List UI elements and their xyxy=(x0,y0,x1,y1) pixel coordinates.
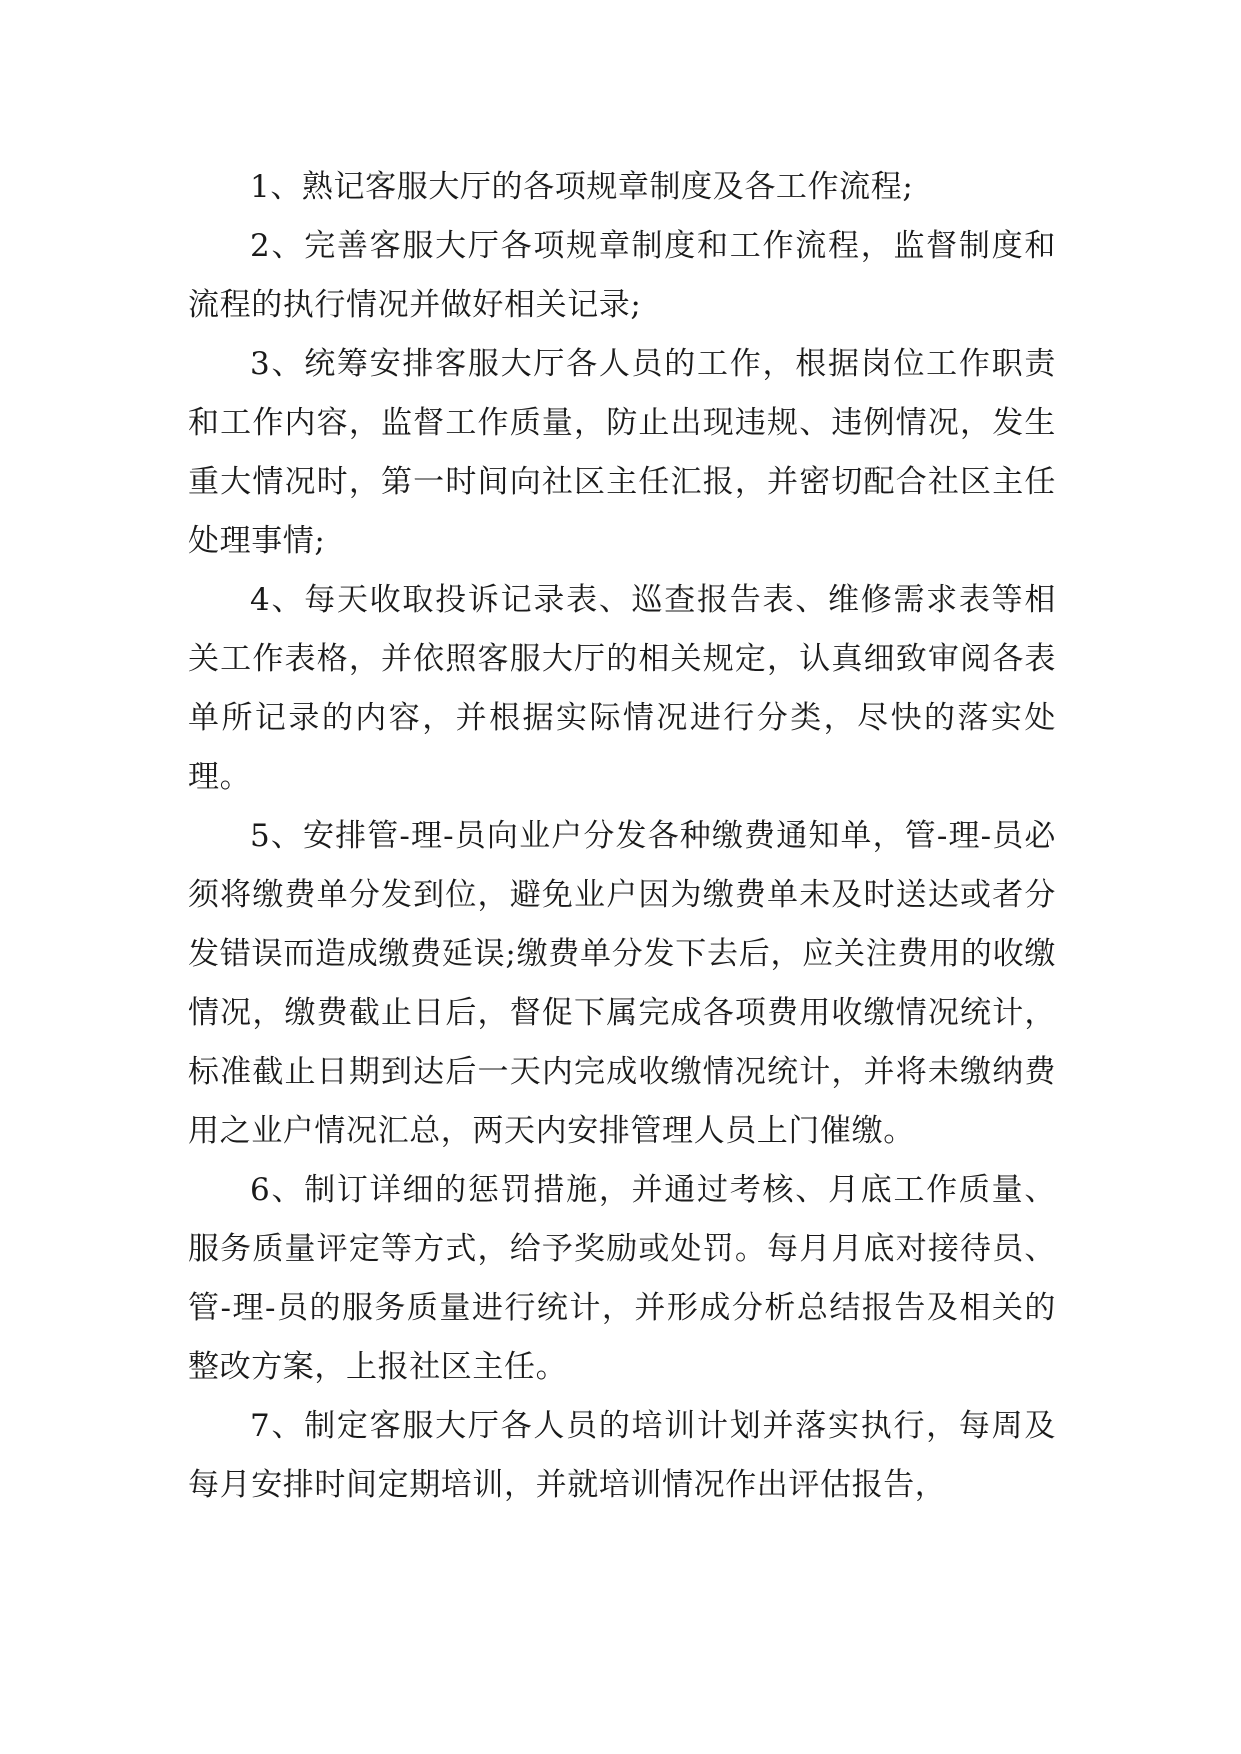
paragraph-5: 5、安排管-理-员向业户分发各种缴费通知单，管-理-员必须将缴费单分发到位，避免业户因为缴费单未及时送达或者分发错误而造成缴费延误;缴费单分发下去后，应关注费用的收缴情况，缴费截止日后，督促下属完成各项费用收缴情况统计，标准截止日期到达后一天内完成收缴情况统计，并将未缴纳费用之业户情况汇总，两天内安排管理人员上门催缴。 xyxy=(188,818,1056,1149)
paragraph-6: 6、制订详细的惩罚措施，并通过考核、月底工作质量、服务质量评定等方式，给予奖励或处罚。每月月底对接待员、管-理-员的服务质量进行统计，并形成分析总结报告及相关的整改方案，上报社区主任。 xyxy=(188,1172,1056,1385)
paragraph-4: 4、每天收取投诉记录表、巡查报告表、维修需求表等相关工作表格，并依照客服大厅的相关规定，认真细致审阅各表单所记录的内容，并根据实际情况进行分类，尽快的落实处理。 xyxy=(188,582,1056,795)
paragraph-2: 2、完善客服大厅各项规章制度和工作流程，监督制度和流程的执行情况并做好相关记录; xyxy=(188,228,1056,323)
paragraph-3: 3、统筹安排客服大厅各人员的工作，根据岗位工作职责和工作内容，监督工作质量，防止出现违规、违例情况，发生重大情况时，第一时间向社区主任汇报，并密切配合社区主任处理事情; xyxy=(188,346,1056,559)
paragraph-7: 7、制定客服大厅各人员的培训计划并落实执行，每周及每月安排时间定期培训，并就培训情况作出评估报告， xyxy=(188,1408,1056,1503)
paragraph-1: 1、熟记客服大厅的各项规章制度及各工作流程; xyxy=(250,169,914,205)
document-body xyxy=(188,158,1056,1515)
